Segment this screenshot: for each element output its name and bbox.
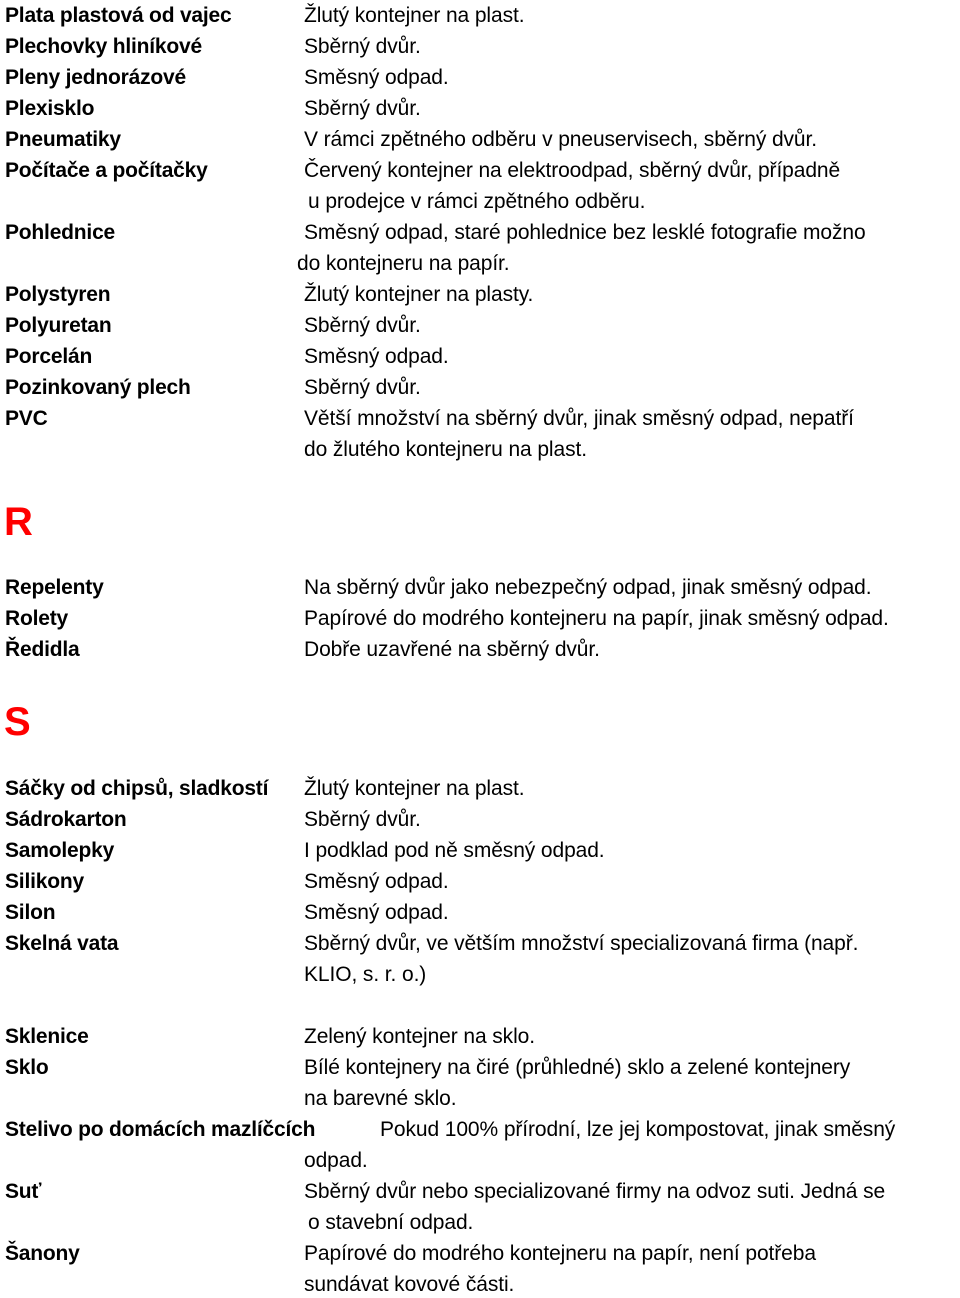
entry-description: Sběrný dvůr. [304,35,421,58]
entry-description: Papírové do modrého kontejneru na papír, jinak směsný odpad. [304,607,889,630]
entry-term: Polyuretan [5,314,112,337]
entry-term: Silon [5,901,56,924]
entry-term: Pohlednice [5,221,116,244]
entry-description: Sběrný dvůr. [304,376,421,399]
entry-description: Směsný odpad. [304,66,449,89]
entry-description-continued: o stavební odpad. [308,1211,474,1234]
entry-description: V rámci zpětného odběru v pneuservisech, sběrný dvůr. [304,128,817,151]
entry-term: Sádrokarton [5,808,127,831]
entry-description: Žlutý kontejner na plast. [304,777,525,800]
entry-term: Počítače a počítačky [5,159,208,182]
entry-description: Směsný odpad. [304,870,449,893]
entry-description: Směsný odpad. [304,901,449,924]
entry-description: Červený kontejner na elektroodpad, sběrný dvůr, případně [304,159,841,182]
entry-description: Směsný odpad. [304,345,449,368]
entry-term: Sklo [5,1056,49,1079]
entry-description-continued: do kontejneru na papír. [297,252,510,275]
entry-description-continued: odpad. [304,1149,368,1172]
entry-term: Suť [5,1180,42,1203]
entry-term: Skelná vata [5,932,119,955]
entry-term: Pneumatiky [5,128,121,151]
entry-description: Žlutý kontejner na plasty. [304,283,534,306]
entry-term: Ředidla [5,638,80,661]
entry-description: Na sběrný dvůr jako nebezpečný odpad, jinak směsný odpad. [304,576,872,599]
entry-description-continued: sundávat kovové části. [304,1273,515,1296]
entry-term: Repelenty [5,576,104,599]
entry-description-continued: na barevné sklo. [304,1087,457,1110]
entry-term: Sklenice [5,1025,89,1048]
entry-description: Dobře uzavřené na sběrný dvůr. [304,638,600,661]
entry-term: Plata plastová od vajec [5,4,232,27]
entry-term: PVC [5,407,48,430]
entry-description: Bílé kontejnery na čiré (průhledné) sklo a zelené kontejnery [304,1056,851,1079]
section-letter-heading: S [4,700,31,744]
entry-term: Sáčky od chipsů, sladkostí [5,777,269,800]
entry-term: Pleny jednorázové [5,66,186,89]
entry-term: Polystyren [5,283,111,306]
entry-term: Plechovky hliníkové [5,35,202,58]
entry-term: Rolety [5,607,68,630]
entry-term: Porcelán [5,345,93,368]
entry-description: Větší množství na sběrný dvůr, jinak směsný odpad, nepatří [304,407,854,430]
entry-description-continued: u prodejce v rámci zpětného odběru. [308,190,646,213]
entry-term: Pozinkovaný plech [5,376,191,399]
entry-description: I podklad pod ně směsný odpad. [304,839,605,862]
entry-description: Žlutý kontejner na plast. [304,4,525,27]
entry-description-continued: KLIO, s. r. o.) [304,963,427,986]
entry-term: Silikony [5,870,84,893]
entry-term: Šanony [5,1242,80,1265]
section-letter-heading: R [4,500,33,544]
entry-term: Plexisklo [5,97,95,120]
entry-description: Sběrný dvůr nebo specializované firmy na odvoz suti. Jedná se [304,1180,886,1203]
entry-description: Pokud 100% přírodní, lze jej kompostovat, jinak směsný [380,1118,896,1141]
entry-description: Směsný odpad, staré pohlednice bez lesklé fotografie možno [304,221,866,244]
entry-description: Papírové do modrého kontejneru na papír, není potřeba [304,1242,816,1265]
entry-description: Zelený kontejner na sklo. [304,1025,535,1048]
entry-term: Stelivo po domácích mazlíčcích [5,1118,316,1141]
entry-description-continued: do žlutého kontejneru na plast. [304,438,587,461]
entry-description: Sběrný dvůr. [304,808,421,831]
entry-description: Sběrný dvůr, ve větším množství specializovaná firma (např. [304,932,859,955]
entry-description: Sběrný dvůr. [304,314,421,337]
entry-term: Samolepky [5,839,115,862]
entry-description: Sběrný dvůr. [304,97,421,120]
